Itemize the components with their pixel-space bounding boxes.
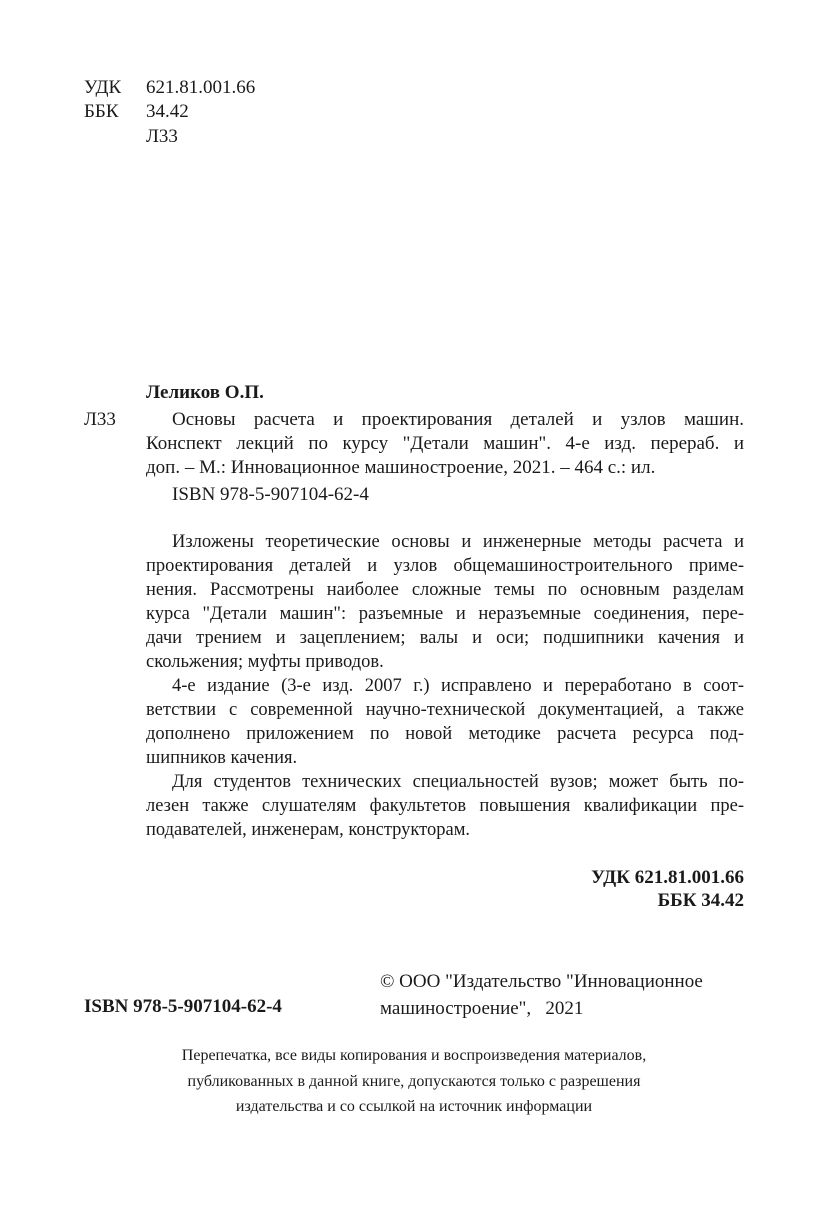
annotation-line: скольжения; муфты приводов. [146,652,384,672]
annotation-line: нения. Рассмотрены наиболее сложные темы по основным разделам [146,580,744,600]
annotation-line: Изложены теоретические основы и инженерные методы расчета и [172,532,744,552]
annotation-line: 4-е издание (3-е изд. 2007 г.) исправлено и переработано в соот- [172,676,744,696]
notice-line: Перепечатка, все виды копирования и воспроизведения материалов, [181,1047,647,1064]
annotation-line: проектирования деталей и узлов общемашиностроительного приме- [146,556,744,576]
annotation-line: ветствии с современной научно-технической документацией, а также [146,700,744,720]
author-sign-top: Л33 [146,126,178,147]
annotation-line: шипников качения. [146,748,298,768]
bbk-label: ББК [84,101,119,122]
udk-value: 621.81.001.66 [146,77,256,98]
bbk-value: 34.42 [146,101,189,122]
biblio-isbn: ISBN 978-5-907104-62-4 [172,484,369,505]
author-name: Леликов О.П. [146,382,264,403]
udk-code: УДК 621.81.001.66 [591,867,744,888]
annotation-line: лезен также слушателям факультетов повышения квалификации пре- [146,796,744,816]
annotation-line: дополнено приложением по новой методике расчета ресурса под- [146,724,744,744]
notice-line: публикованных в данной книге, допускаются только с разрешения [187,1073,641,1090]
book-title-line: Основы расчета и проектирования деталей и узлов машин. [172,409,744,430]
annotation-line: Для студентов технических специальностей вузов; может быть по- [172,772,744,792]
bbk-code: ББК 34.42 [657,890,744,911]
book-title-line: доп. – М.: Инновационное машиностроение, 2021. – 464 с.: ил. [146,457,656,478]
annotation-line: курса "Детали машин": разъемные и неразъемные соединения, пере- [146,604,744,624]
copyright-line: машиностроение", 2021 [380,998,584,1019]
copyright-line: © ООО "Издательство "Инновационное [380,971,703,992]
annotation-line: дачи трением и зацеплением; валы и оси; подшипники качения и [146,628,744,648]
udk-label: УДК [84,77,122,98]
notice-line: издательства и со ссылкой на источник информации [235,1098,593,1115]
author-sign: Л33 [84,409,116,430]
book-title-line: Конспект лекций по курсу "Детали машин". 4-е изд. перераб. и [146,433,744,454]
imprint-isbn: ISBN 978-5-907104-62-4 [84,996,282,1017]
annotation-line: подавателей, инженерам, конструкторам. [146,820,471,840]
